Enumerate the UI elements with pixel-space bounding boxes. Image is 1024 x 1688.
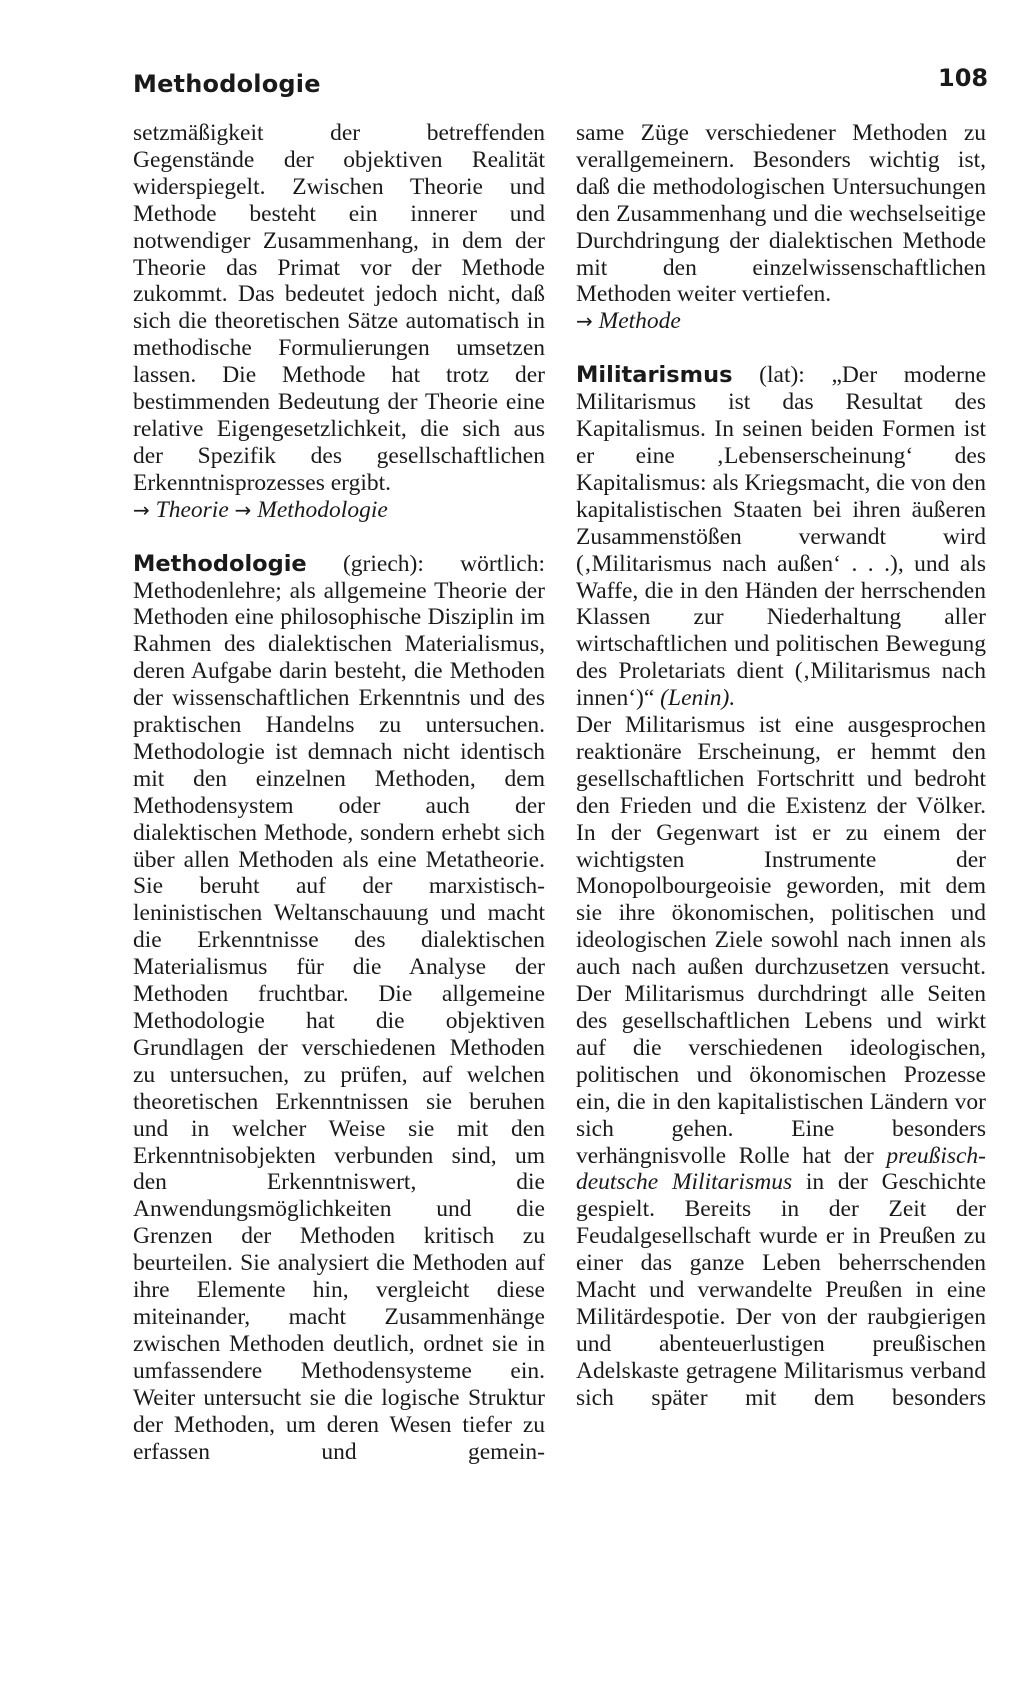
entry-body: Der Militarismus ist eine ausgesprochen reaktionäre Erscheinung, er hemmt den gesellschaftlichen Fortschritt und bedroht den Frieden und die Existenz der Völker. In der Gegenwart ist er zu einem der wichtigsten Instrumente der Monopolbourgeoisie geworden, mit dem sie ihre ökonomischen, politischen und ideologischen Ziele sowohl nach innen als auch nach außen durchzusetzen versucht. Der Militarismus durchdringt alle Seiten des gesellschaftlichen Lebens und wirkt auf die verschiedenen ideologischen, politischen und ökonomischen Prozesse ein, die in den kapitalistischen Ländern vor sich gehen. Eine besonders verhängnisvolle Rolle hat der [576, 712, 986, 1169]
dictionary-entry [133, 551, 545, 1466]
arrow-icon: → [133, 497, 150, 522]
emphasis: preußisch-deutsche Militarismus [576, 1142, 986, 1196]
arrow-icon: → [234, 497, 252, 522]
running-head: Methodologie [133, 70, 321, 98]
entry-headword: Methodologie [133, 550, 307, 577]
continuation-paragraph: same Züge verschiedener Methoden zu verallgemeinern. Besonders wichtig ist, daß die methodologischen Untersuchungen den Zusammenhang und die wechselseitige Durchdringung der dialektischen Methode mit den einzelwissenschaftlichen Methoden weiter vertiefen. [576, 120, 986, 308]
cross-reference-link[interactable]: Methodologie [257, 496, 388, 523]
cross-reference-link[interactable]: Methode [598, 308, 681, 335]
entry-body: (griech): wörtlich: Methodenlehre; als allgemeine Theorie der Methoden eine philosophische Disziplin im Rahmen des dialektischen Materialismus, deren Aufgabe darin besteht, die Methoden der wissenschaftlichen Erkenntnis und des praktischen Handelns zu untersuchen. Methodologie ist demnach nicht identisch mit den einzelnen Methoden, dem Methodensystem oder auch der dialektischen Methode, sondern erhebt sich über allen Methoden als eine Metatheorie. Sie beruht auf der marxistisch-leninistischen Weltanschauung und macht die Erkenntnisse des dialektischen Materialismus für die Analyse der Methoden fruchtbar. Die allgemeine Methodologie hat die objektiven Grundlagen der verschiedenen Methoden zu untersuchen, zu prüfen, auf welchen theoretischen Erkenntnissen sie beruhen und in welcher Weise sie mit den Erkenntnisobjekten verbunden sind, um den Erkenntniswert, die Anwendungsmöglichkeiten und die Grenzen der Methoden kritisch zu beurteilen. Sie analysiert die Methoden auf ihre Elemente hin, vergleicht diese miteinander, macht Zusammenhänge zwischen Methoden deutlich, ordnet sie in umfassendere Methodensysteme ein. Weiter untersucht sie die logische Struktur der Methoden, um deren Wesen tiefer zu erfassen und gemein- [133, 550, 545, 1465]
entry-paragraph [576, 712, 986, 1412]
left-column [133, 120, 545, 1465]
right-column [576, 120, 986, 1412]
entry-headword: Militarismus [576, 362, 733, 389]
cross-reference-link[interactable]: Theorie [155, 496, 229, 523]
arrow-icon: → [576, 309, 593, 334]
entry-body: in der Geschichte gespielt. Bereits in der Zeit der Feudalgesellschaft wurde er in Preußen zu einer das ganze Leben beherrschenden Macht und verwandelte Preußen in eine Militärdespotie. Der von der raubgierigen und abenteuerlustigen preußischen Adelskaste getragene Militarismus verband sich später mit dem besonders [576, 1169, 987, 1411]
entry-body: (lat): „Der moderne Militarismus ist das Resultat des Kapitalismus. In seinen beiden Formen ist er eine ‚Lebenserscheinung‘ des Kapitalismus: als Kriegsmacht, die von den kapitalistischen Staaten bei ihren äußeren Zusammenstößen verwandt wird (‚Militarismus nach außen‘ . . .), und als Waffe, die in den Händen der herrschenden Klassen zur Niederhaltung aller wirtschaftlichen und politischen Bewegung des Proletariats dient (‚Militarismus nach innen‘)“ [576, 362, 986, 712]
cross-references [576, 308, 986, 335]
continuation-paragraph: setzmäßigkeit der betreffenden Gegenstände der objektiven Realität widerspiegelt. Zwischen Theorie und Methode besteht ein innerer und notwendiger Zusammenhang, in dem der Theorie das Primat vor der Methode zukommt. Das bedeutet jedoch nicht, daß sich die theoretischen Sätze automatisch in methodische Formulierungen umsetzen lassen. Die Methode hat trotz der bestimmenden Bedeutung der Theorie eine relative Eigengesetzlichkeit, die sich aus der Spezifik des gesellschaftlichen Erkenntnisprozesses ergibt. [133, 120, 545, 496]
cross-references [133, 497, 545, 524]
citation: (Lenin). [660, 685, 736, 712]
page-number: 108 [938, 64, 989, 92]
dictionary-entry [576, 362, 986, 712]
